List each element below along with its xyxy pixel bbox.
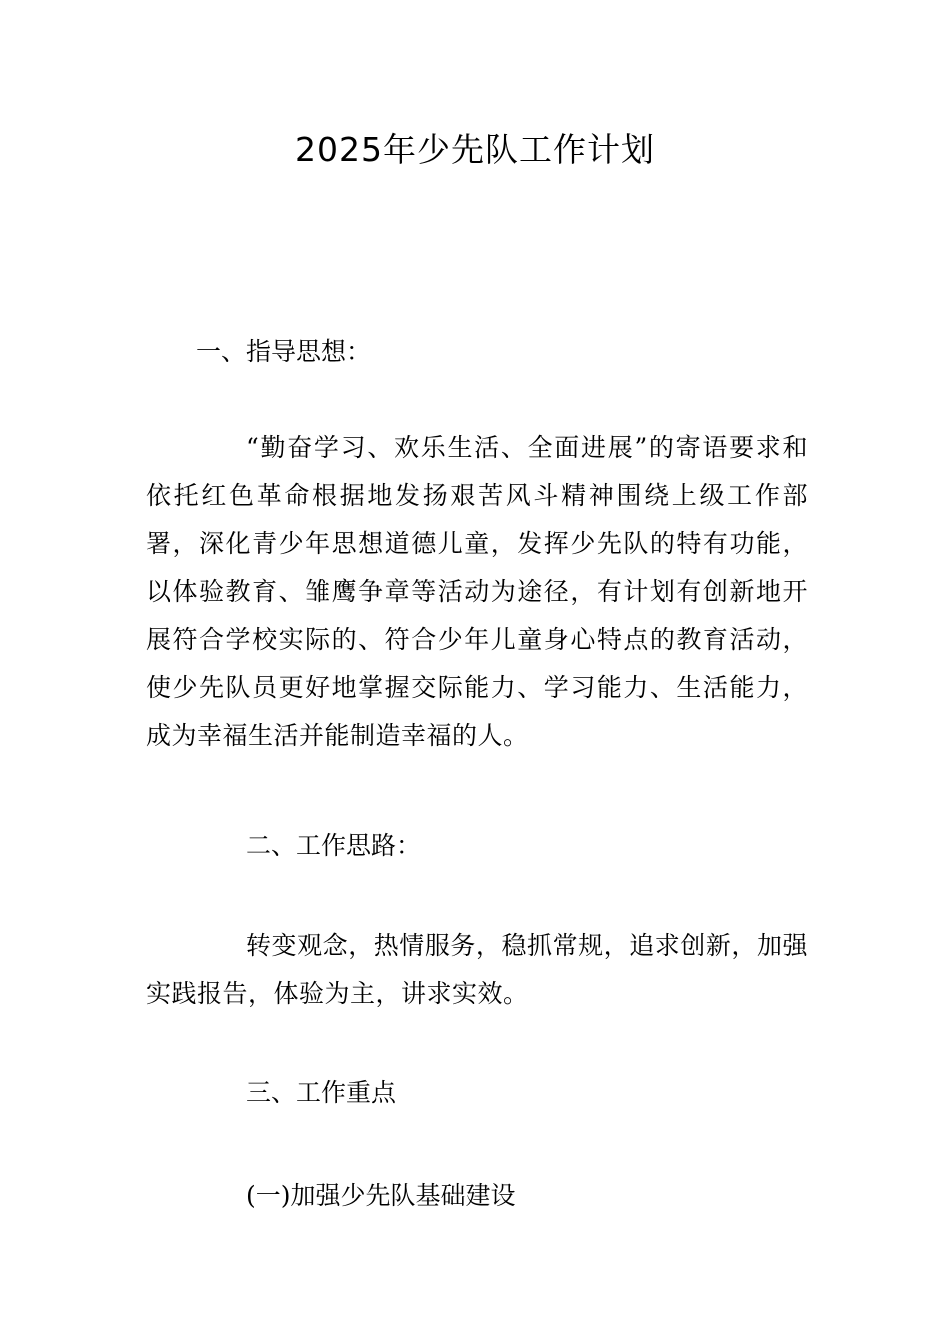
subsection-heading-foundation: (一)加强少先队基础建设: [246, 1181, 516, 1210]
section-heading-work-approach: 二、工作思路：: [246, 831, 422, 860]
section-heading-work-focus: 三、工作重点: [246, 1078, 397, 1107]
section-heading-guiding-ideology: 一、指导思想：: [196, 337, 372, 366]
section-paragraph-guiding-ideology: “勤奋学习、欢乐生活、全面进展”的寄语要求和依托红色革命根据地发扬艰苦风斗精神围绕上级工作部署，深化青少年思想道德儿童，发挥少先队的特有功能，以体验教育、雏鹰争章等活动为途径，有计划有创新地开展符合学校实际的、符合少年儿童身心特点的教育活动，使少先队员更好地掌握交际能力、学习能力、生活能力，成为幸福生活并能制造幸福的人。: [146, 433, 808, 750]
section-paragraph-work-approach: 转变观念，热情服务，稳抓常规，追求创新，加强实践报告，体验为主，讲求实效。: [146, 931, 808, 1008]
document-title: 2025年少先队工作计划: [295, 130, 655, 169]
